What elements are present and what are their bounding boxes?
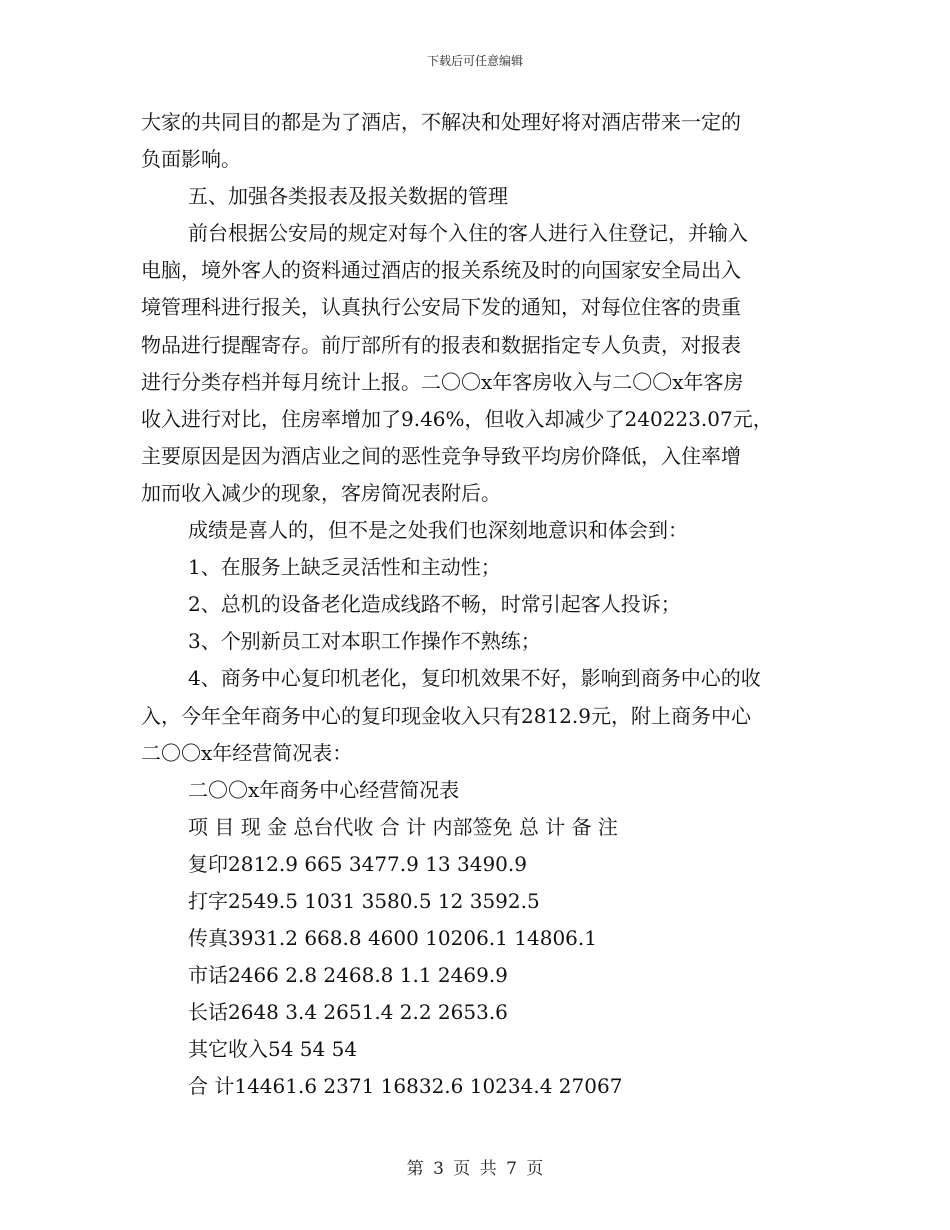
table-row: 市话2466 2.8 2468.8 1.1 2469.9 — [188, 963, 508, 988]
table-row: 打字2549.5 1031 3580.5 12 3592.5 — [188, 888, 540, 913]
paragraph-line: 成绩是喜人的，但不是之处我们也深刻地意识和体会到： — [188, 518, 688, 543]
table-row: 长话2648 3.4 2651.4 2.2 2653.6 — [188, 1000, 508, 1025]
paragraph-line: 入，今年全年商务中心的复印现金收入只有2812.9元，附上商务中心 — [141, 703, 751, 728]
list-item: 3、个别新员工对本职工作操作不熟练； — [188, 629, 541, 654]
table-header-row: 项 目 现 金 总台代收 合 计 内部签免 总 计 备 注 — [188, 814, 618, 839]
page-number: 第 3 页 共 7 页 — [406, 1159, 544, 1179]
section-heading: 五、加强各类报表及报关数据的管理 — [188, 184, 508, 209]
paragraph-line: 境管理科进行报关，认真执行公安局下发的通知，对每位住客的贵重 — [141, 295, 741, 320]
list-item: 4、商务中心复印机老化，复印机效果不好，影响到商务中心的收 — [188, 666, 761, 691]
document-body — [141, 104, 813, 1106]
table-title: 二〇〇x年商务中心经营简况表 — [188, 777, 460, 802]
table-row: 复印2812.9 665 3477.9 13 3490.9 — [188, 851, 527, 876]
paragraph-line: 加而收入减少的现象，客房简况表附后。 — [141, 480, 501, 505]
paragraph-line: 物品进行提醒寄存。前厅部所有的报表和数据指定专人负责，对报表 — [141, 332, 741, 357]
paragraph-line: 负面影响。 — [141, 147, 241, 172]
list-item: 2、总机的设备老化造成线路不畅，时常引起客人投诉； — [188, 592, 681, 617]
page-header: 下载后可任意编辑 — [426, 54, 523, 68]
paragraph-line: 前台根据公安局的规定对每个入住的客人进行入住登记，并输入 — [188, 221, 748, 246]
paragraph-line: 进行分类存档并每月统计上报。二〇〇x年客房收入与二〇〇x年客房 — [141, 369, 744, 394]
paragraph-line: 主要原因是因为酒店业之间的恶性竞争导致平均房价降低，入住率增 — [141, 443, 741, 468]
paragraph-line: 二〇〇x年经营简况表： — [141, 740, 353, 765]
paragraph-line: 大家的共同目的都是为了酒店，不解决和处理好将对酒店带来一定的 — [141, 110, 741, 134]
table-row: 传真3931.2 668.8 4600 10206.1 14806.1 — [188, 926, 597, 951]
table-total-row: 合 计14461.6 2371 16832.6 10234.4 27067 — [188, 1074, 623, 1099]
list-item: 1、在服务上缺乏灵活性和主动性； — [188, 555, 501, 580]
paragraph-line: 收入进行对比，住房率增加了9.46%，但收入却减少了240223.07元， — [141, 406, 773, 431]
table-row: 其它收入54 54 54 — [188, 1037, 358, 1062]
paragraph-line: 电脑，境外客人的资料通过酒店的报关系统及时的向国家安全局出入 — [141, 258, 741, 283]
